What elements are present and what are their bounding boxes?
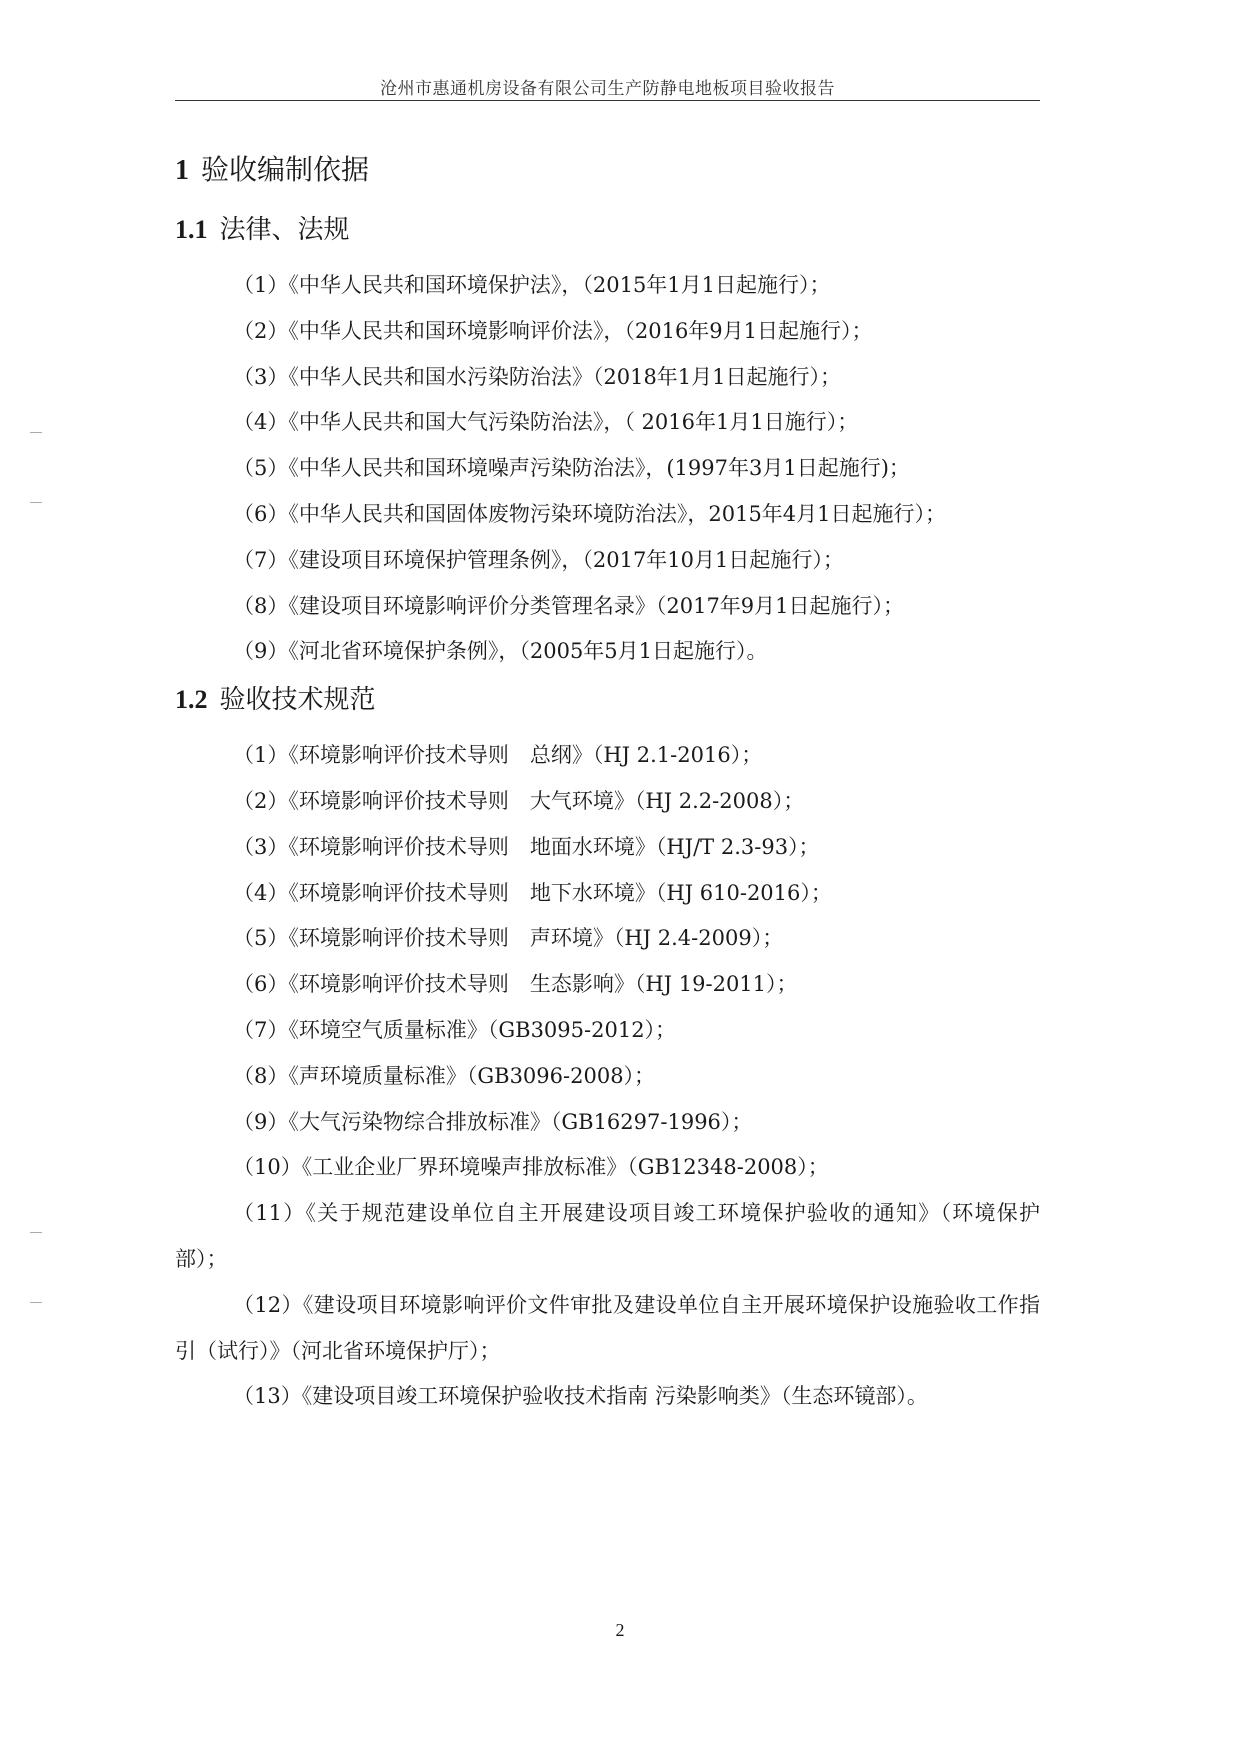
scan-mark [30,1302,42,1303]
scan-mark [30,1232,42,1233]
section-number: 1.1 [175,215,208,244]
section-title: 验收技术规范 [219,685,376,716]
list-item: （13）《建设项目竣工环境保护验收技术指南 污染影响类》（生态环镜部）。 [233,1384,928,1409]
list-item: （7）《环境空气质量标准》（GB3095-2012）； [233,1017,677,1042]
list-item: （1）《中华人民共和国环境保护法》，（2015年1月1日起施行）； [233,273,831,297]
list-item: （10）《工业企业厂界环境噪声排放标准》（GB12348-2008）； [233,1155,829,1180]
list-item: （6）《环境影响评价技术导则 生态影响》（HJ 19-2011）； [233,972,798,997]
document-body [175,145,1040,1420]
list-item: （2）《环境影响评价技术导则 大气环境》（HJ 2.2-2008）； [233,788,805,813]
scan-mark [30,432,42,433]
section-number: 1 [175,155,189,186]
list-item: （9）《河北省环境保护条例》，（2005年5月1日起施行）。 [233,639,768,664]
list-item: （5）《中华人民共和国环境噪声污染防治法》，(1997年3月1日起施行)； [233,456,910,481]
list-item: （11）《关于规范建设单位自主开展建设项目竣工环境保护验收的通知》（环境保护部）； [175,1201,1040,1271]
standards-list [175,733,1040,1420]
scan-mark [30,502,42,503]
section-1-1-heading [175,205,1040,263]
list-item: （8）《建设项目环境影响评价分类管理名录》（2017年9月1日起施行）； [233,593,905,618]
running-header: 沧州市惠通机房设备有限公司生产防静电地板项目验收报告 [380,79,835,99]
list-item: （12）《建设项目环境影响评价文件审批及建设单位自主开展环境保护设施验收工作指引（试行）》（河北省环境保护厅）； [175,1292,1040,1363]
header-rule [175,100,1040,101]
list-item: （8）《声环境质量标准》（GB3096-2008）； [233,1063,656,1088]
section-1-heading [175,145,1040,205]
list-item: （4）《中华人民共和国大气污染防治法》，（ 2016年1月1日施行）； [233,410,859,435]
list-item: （7）《建设项目环境保护管理条例》，（2017年10月1日起施行）； [233,547,844,572]
list-item: （6）《中华人民共和国固体废物污染环境防治法》，2015年4月1日起施行）； [233,501,947,526]
list-item: （4）《环境影响评价技术导则 地下水环境》（HJ 610-2016）； [233,880,832,905]
list-item: （3）《中华人民共和国水污染防治法》（2018年1月1日起施行）； [233,364,842,389]
list-item: （1）《环境影响评价技术导则 总纲》（HJ 2.1-2016）； [233,743,763,768]
list-item: （5）《环境影响评价技术导则 声环境》（HJ 2.4-2009）； [233,926,784,951]
section-title: 验收编制依据 [201,153,370,186]
list-item: （3）《环境影响评价技术导则 地面水环境》（HJ/T 2.3-93）； [233,834,820,859]
page-number: 2 [615,1620,625,1640]
section-1-2-heading [175,675,1040,733]
list-item: （2）《中华人民共和国环境影响评价法》，（2016年9月1日起施行）； [233,318,873,343]
section-number: 1.2 [175,685,208,715]
section-title: 法律、法规 [219,215,350,245]
laws-list [175,263,1040,675]
list-item: （9）《大气污染物综合排放标准》（GB16297-1996）； [233,1109,753,1134]
